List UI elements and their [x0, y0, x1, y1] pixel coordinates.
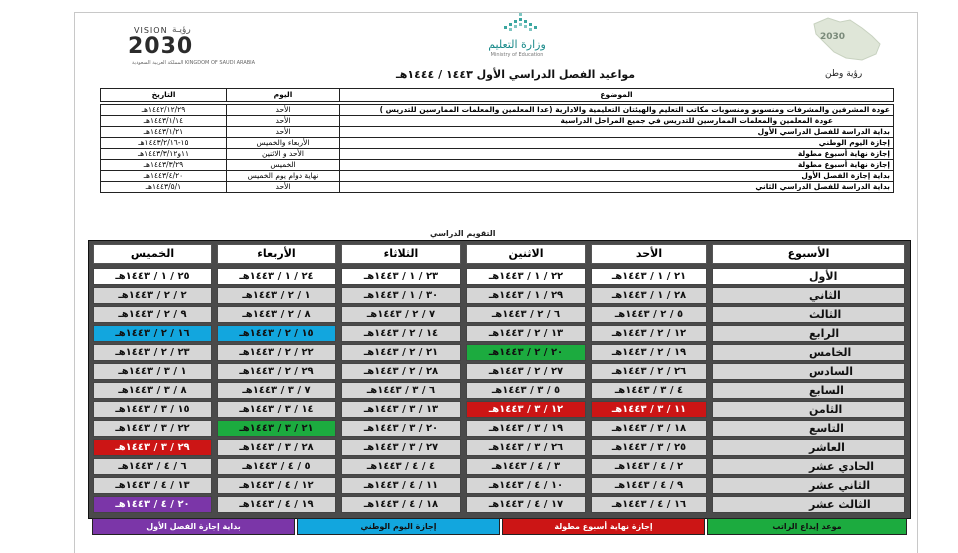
ministry-logo [472, 12, 562, 60]
calendar-day-cell: ٢٠ / ٢ / ١٤٤٣هـ [466, 344, 586, 361]
legend-semester-break: بداية إجازة الفصل الأول [92, 518, 295, 535]
day-header: اليوم [227, 89, 340, 102]
calendar-day-cell: ٥ / ٢ / ١٤٤٣هـ [591, 306, 707, 323]
vision-number: 2030 [128, 34, 194, 59]
calendar-day-cell: ١٩ / ٢ / ١٤٤٣هـ [591, 344, 707, 361]
calendar-day-cell: ٢٨ / ١ / ١٤٤٣هـ [591, 287, 707, 304]
calendar-day-cell: ٧ / ٣ / ١٤٤٣هـ [217, 382, 336, 399]
vision-subtitle: المملكة العربية السعودية KINGDOM OF SAUDI ARABIA [132, 60, 256, 66]
schedule-day: الأحد [227, 127, 340, 138]
calendar-week-name: الأول [712, 268, 905, 285]
schedule-date: ١٥-١٤٤٣/٢/١٦هـ [101, 138, 227, 149]
calendar-day-cell: ٢٧ / ٣ / ١٤٤٣هـ [341, 439, 461, 456]
calendar-day-cell: ١٣ / ٤ / ١٤٤٣هـ [93, 477, 212, 494]
schedule-row [101, 116, 894, 127]
calendar-day-cell: ١٤ / ٢ / ١٤٤٣هـ [341, 325, 461, 342]
ministry-emblem-icon [502, 12, 542, 34]
map-vision-number: 2030 [820, 32, 846, 42]
schedule-day: الخميس [227, 160, 340, 171]
calendar-week-name: الخامس [712, 344, 905, 361]
schedule-day: الأحد [227, 105, 340, 116]
calendar-day-cell: ٩ / ٢ / ١٤٤٣هـ [93, 306, 212, 323]
calendar-day-cell: ٦ / ٣ / ١٤٤٣هـ [341, 382, 461, 399]
calendar-week-name: العاشر [712, 439, 905, 456]
schedule-row [101, 160, 894, 171]
calendar-day-cell: ٣٠ / ١ / ١٤٤٣هـ [341, 287, 461, 304]
calendar-day-cell: ١٦ / ٤ / ١٤٤٣هـ [591, 496, 707, 513]
saudi-map-icon [806, 14, 886, 64]
calendar-day-cell: ١٨ / ٤ / ١٤٤٣هـ [341, 496, 461, 513]
calendar-day-cell: ١٢ / ٤ / ١٤٤٣هـ [217, 477, 336, 494]
schedule-day: الأحد [227, 182, 340, 193]
schedule-row [101, 171, 894, 182]
calendar-day-cell: ٢٢ / ١ / ١٤٤٣هـ [466, 268, 586, 285]
calendar-day-cell: ١١ / ٤ / ١٤٤٣هـ [341, 477, 461, 494]
schedule-topic: بداية إجازة الفصل الأول [340, 171, 894, 182]
calendar-day-cell: ١٩ / ٣ / ١٤٤٣هـ [466, 420, 586, 437]
calendar-day-cell: ٤ / ٣ / ١٤٤٣هـ [591, 382, 707, 399]
calendar-day-cell: ٢٢ / ٣ / ١٤٤٣هـ [93, 420, 212, 437]
calendar-day-cell: ٢٨ / ٣ / ١٤٤٣هـ [217, 439, 336, 456]
calendar-week-name: الرابع [712, 325, 905, 342]
calendar-day-cell: ١٥ / ٢ / ١٤٤٣هـ [217, 325, 336, 342]
schedule-date: ١٤٤٣/٤/٢٠هـ [101, 171, 227, 182]
schedule-row [101, 182, 894, 193]
schedule-day: الأحد [227, 116, 340, 127]
schedule-day: نهاية دوام يوم الخميس [227, 171, 340, 182]
document-title: مواعيد الفصل الدراسي الأول ١٤٤٣ / ١٤٤٤هـ [396, 68, 636, 81]
calendar-day-cell: ١٨ / ٣ / ١٤٤٣هـ [591, 420, 707, 437]
calendar-day-cell: ٥ / ٣ / ١٤٤٣هـ [466, 382, 586, 399]
schedule-header-row [101, 89, 894, 102]
schedule-date: ١٤٤٢/١٢/٢٩هـ [101, 105, 227, 116]
calendar-day-cell: ٢ / ٤ / ١٤٤٣هـ [591, 458, 707, 475]
calendar-day-cell: ٢٩ / ٢ / ١٤٤٣هـ [217, 363, 336, 380]
calendar-day-cell: ٩ / ٤ / ١٤٤٣هـ [591, 477, 707, 494]
calendar-day-cell: ٢٣ / ٢ / ١٤٤٣هـ [93, 344, 212, 361]
calendar-day-cell: ٢١ / ٢ / ١٤٤٣هـ [341, 344, 461, 361]
legend-salary-deposit: موعد إيداع الراتب [707, 518, 907, 535]
schedule-topic: عودة المعلمين والمعلمات الممارسين للتدريس في جميع المراحل الدراسية [340, 116, 894, 127]
calendar-day-cell: ١٤ / ٣ / ١٤٤٣هـ [217, 401, 336, 418]
ruya-watan-label: رؤية وطن [825, 69, 863, 79]
wednesday-header: الأربعاء [217, 244, 336, 264]
vision-2030-logo [128, 25, 256, 70]
calendar-day-cell: ٦ / ٤ / ١٤٤٣هـ [93, 458, 212, 475]
schedule-topic: عودة المشرفين والمشرفات ومنسوبو ومنسوبات مكاتب التعليم والهيئتان التعليمية والادارية (عدا المعلمين والمعلمات الممارسين للتدريس ) [340, 105, 894, 116]
calendar-day-cell: ١٣ / ٢ / ١٤٤٣هـ [466, 325, 586, 342]
schedule-date: ١٤٤٣/١/١٤هـ [101, 116, 227, 127]
schedule-date: ١٤٤٣/٥/١هـ [101, 182, 227, 193]
calendar-week-name: السابع [712, 382, 905, 399]
ministry-name-english: Ministry of Education [490, 52, 544, 58]
calendar-day-cell: ٢ / ٢ / ١٤٤٣هـ [93, 287, 212, 304]
sunday-header: الأحد [591, 244, 707, 264]
schedule-row [101, 138, 894, 149]
schedule-row [101, 105, 894, 116]
legend-long-weekend: إجازة نهاية أسبوع مطولة [502, 518, 705, 535]
vision-arabic: رؤيـة [172, 25, 191, 35]
calendar-day-cell: ١ / ٣ / ١٤٤٣هـ [93, 363, 212, 380]
schedule-date: ١١و١٤٤٣/٣/١٢هـ [101, 149, 227, 160]
schedule-topic: إجازة نهاية أسبوع مطولة [340, 149, 894, 160]
schedule-date: ١٤٤٣/٣/٢٩هـ [101, 160, 227, 171]
calendar-week-name: الثالث عشر [712, 496, 905, 513]
calendar-day-cell: ٦ / ٢ / ١٤٤٣هـ [466, 306, 586, 323]
week-header: الأسبوع [712, 244, 905, 264]
calendar-day-cell: ١١ / ٣ / ١٤٤٣هـ [591, 401, 707, 418]
calendar-day-cell: ١٦ / ٢ / ١٤٤٣هـ [93, 325, 212, 342]
calendar-day-cell: ١٠ / ٤ / ١٤٤٣هـ [466, 477, 586, 494]
calendar-day-cell: ٢٧ / ٢ / ١٤٤٣هـ [466, 363, 586, 380]
calendar-day-cell: ٢١ / ١ / ١٤٤٣هـ [591, 268, 707, 285]
schedule-topic: إجازة نهاية أسبوع مطولة [340, 160, 894, 171]
calendar-day-cell: ٣ / ٤ / ١٤٤٣هـ [466, 458, 586, 475]
tuesday-header: الثلاثاء [341, 244, 461, 264]
calendar-day-cell: ٥ / ٤ / ١٤٤٣هـ [217, 458, 336, 475]
calendar-day-cell: ٧ / ٢ / ١٤٤٣هـ [341, 306, 461, 323]
calendar-day-cell: ٨ / ٣ / ١٤٤٣هـ [93, 382, 212, 399]
thursday-header: الخميس [93, 244, 212, 264]
calendar-day-cell: ٢٥ / ٣ / ١٤٤٣هـ [591, 439, 707, 456]
calendar-day-cell: ٢٩ / ٣ / ١٤٤٣هـ [93, 439, 212, 456]
academic-calendar [88, 240, 911, 519]
calendar-week-name: التاسع [712, 420, 905, 437]
calendar-day-cell: ١٣ / ٣ / ١٤٤٣هـ [341, 401, 461, 418]
legend-national-day: إجازة اليوم الوطني [297, 518, 500, 535]
schedule-topic: إجازة اليوم الوطني [340, 138, 894, 149]
schedule-table [100, 88, 894, 193]
calendar-day-cell: ١٧ / ٤ / ١٤٤٣هـ [466, 496, 586, 513]
calendar-day-cell: ٢٨ / ٢ / ١٤٤٣هـ [341, 363, 461, 380]
schedule-row [101, 149, 894, 160]
calendar-day-cell: ٢٩ / ١ / ١٤٤٣هـ [466, 287, 586, 304]
calendar-day-cell: ٢٦ / ٣ / ١٤٤٣هـ [466, 439, 586, 456]
schedule-day: الأحد و الاثنين [227, 149, 340, 160]
calendar-day-cell: ٢٥ / ١ / ١٤٤٣هـ [93, 268, 212, 285]
calendar-day-cell: ١ / ٢ / ١٤٤٣هـ [217, 287, 336, 304]
schedule-date: ١٤٤٣/١/٢١هـ [101, 127, 227, 138]
calendar-day-cell: ٢٤ / ١ / ١٤٤٣هـ [217, 268, 336, 285]
schedule-topic: بداية الدراسة للفصل الدراسي الثاني [340, 182, 894, 193]
calendar-day-cell: ٢٣ / ١ / ١٤٤٣هـ [341, 268, 461, 285]
ministry-name-arabic: وزارة التعليم [488, 38, 546, 51]
calendar-day-cell: ٢٠ / ٣ / ١٤٤٣هـ [341, 420, 461, 437]
calendar-week-name: الثاني عشر [712, 477, 905, 494]
calendar-day-cell: ٢٠ / ٤ / ١٤٤٣هـ [93, 496, 212, 513]
calendar-caption: التقويم الدراسي [430, 229, 496, 238]
calendar-day-cell: ١٢ / ٣ / ١٤٤٣هـ [466, 401, 586, 418]
date-header: التاريخ [101, 89, 227, 102]
calendar-day-cell: ٢١ / ٣ / ١٤٤٣هـ [217, 420, 336, 437]
calendar-week-name: الثاني [712, 287, 905, 304]
calendar-day-cell: ١٥ / ٣ / ١٤٤٣هـ [93, 401, 212, 418]
calendar-day-cell: ١٢ / ٢ / ١٤٤٣هـ [591, 325, 707, 342]
monday-header: الاثنين [466, 244, 586, 264]
calendar-week-name: الثامن [712, 401, 905, 418]
schedule-topic: بداية الدراسة للفصل الدراسي الأول [340, 127, 894, 138]
schedule-day: الأربعاء والخميس [227, 138, 340, 149]
saudi-map-logo [806, 14, 886, 64]
calendar-week-name: السادس [712, 363, 905, 380]
calendar-day-cell: ٢٢ / ٢ / ١٤٤٣هـ [217, 344, 336, 361]
calendar-day-cell: ٨ / ٢ / ١٤٤٣هـ [217, 306, 336, 323]
calendar-week-name: الثالث [712, 306, 905, 323]
calendar-day-cell: ١٩ / ٤ / ١٤٤٣هـ [217, 496, 336, 513]
topic-header: الموضوع [340, 89, 894, 102]
calendar-day-cell: ٢٦ / ٢ / ١٤٤٣هـ [591, 363, 707, 380]
calendar-week-name: الحادي عشر [712, 458, 905, 475]
vision-title: VISION [134, 26, 168, 35]
calendar-day-cell: ٤ / ٤ / ١٤٤٣هـ [341, 458, 461, 475]
schedule-row [101, 127, 894, 138]
